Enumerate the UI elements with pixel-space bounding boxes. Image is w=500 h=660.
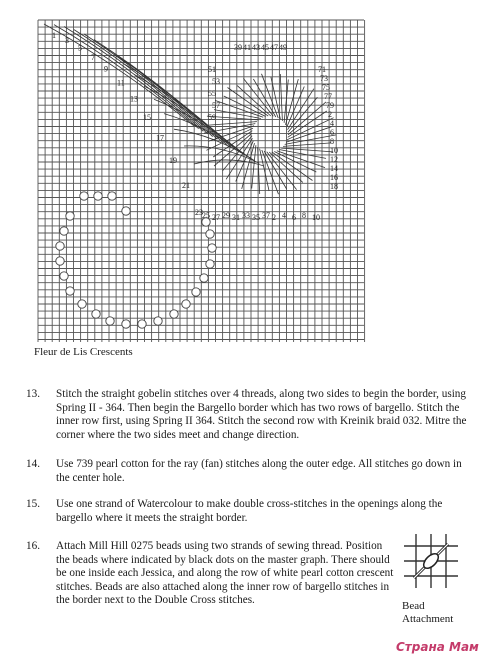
stitch-number-label: 59 (208, 113, 216, 122)
stitch-number-label: 45 (261, 43, 269, 52)
stitch-number-label: 10 (312, 213, 320, 222)
stitch-number-label: 33 (242, 211, 250, 220)
stitch-number-label: 71 (318, 65, 326, 74)
stitch-number-label: 73 (320, 74, 328, 83)
bead-caption-line1: Bead (402, 600, 425, 612)
stitch-number-label: 9 (104, 64, 108, 74)
stitch-number-label: 39 (234, 43, 242, 52)
stitch-number-label: 35 (252, 213, 260, 222)
stitch-number-label: 11 (117, 78, 125, 88)
step-number: 14. (26, 458, 40, 470)
stitch-number-label: 14 (330, 164, 338, 173)
stitch-number-label: 37 (262, 211, 270, 220)
stitch-number-label: 4 (282, 211, 286, 220)
stitch-number-label: 5 (78, 43, 82, 53)
stitch-number-label: 2 (328, 110, 332, 119)
stitch-number-label: 19 (169, 156, 177, 166)
stitch-number-label: 4 (330, 119, 334, 128)
step-number: 16. (26, 540, 40, 552)
stitch-number-label: 8 (330, 137, 334, 146)
bead-caption-line2: Attachment (402, 613, 454, 625)
stitch-number-label: 12 (330, 155, 338, 164)
watermark-logo: Страна Мам (396, 640, 479, 654)
canvas-grid-diagram (34, 16, 368, 346)
stitch-number-label: 16 (330, 173, 338, 182)
stitch-number-label: 1 (52, 31, 56, 40)
stitch-diagram (34, 16, 368, 346)
stitch-number-label: 25 (202, 211, 210, 220)
bead-caption (402, 600, 453, 626)
stitch-number-label: 21 (182, 181, 190, 190)
stitch-number-label: 47 (270, 43, 278, 52)
stitch-number-label: 27 (212, 213, 220, 222)
stitch-number-label: 18 (330, 182, 338, 191)
stitch-number-label: 3 (65, 36, 69, 46)
stitch-number-label: 57 (212, 101, 220, 110)
stitch-number-label: 41 (243, 43, 251, 52)
step-text: Attach Mill Hill 0275 beads using two strands of sewing thread. Position the beads where indicated by black dots on the master graph. There should be one inside each Jessica, and along the row of white pearl cotton crescent stitches. Beads are also attached along the inner row of bargello stitches in the border next to the Double Cross stitches. (56, 540, 394, 607)
stitch-number-label: 79 (326, 101, 334, 110)
stitch-number-label: 49 (279, 43, 287, 52)
stitch-number-label: 53 (212, 77, 220, 86)
stitch-number-label: 2 (272, 213, 276, 222)
stitch-number-label: 77 (324, 92, 332, 101)
stitch-number-label: 75 (322, 83, 330, 92)
stitch-number-label: 51 (208, 65, 216, 74)
step-number: 13. (26, 388, 40, 400)
step-number: 15. (26, 498, 40, 510)
stitch-number-label: 15 (143, 112, 151, 122)
stitch-number-label: 6 (330, 128, 334, 137)
stitch-number-label: 10 (330, 146, 338, 155)
stitch-number-label: 43 (252, 43, 260, 52)
step-text: Use one strand of Watercolour to make double cross-stitches in the openings along the bargello where it meets the straight border. (56, 498, 443, 524)
stitch-number-label: 8 (302, 211, 306, 220)
stitch-number-label: 23 (195, 208, 203, 218)
stitch-number-label: 13 (130, 94, 138, 104)
stitch-number-label: 55 (208, 89, 216, 98)
stitch-number-label: 29 (222, 211, 230, 220)
step-text: Use 739 pearl cotton for the ray (fan) stitches along the outer edge. All stitches go down in the center hole. (56, 458, 462, 484)
figure-caption: Fleur de Lis Crescents (34, 346, 133, 358)
step-text: Stitch the straight gobelin stitches over 4 threads, along two sides to begin the border, using Spring II - 364. Then begin the Bargello border which has two rows of bargello. Stitch the inner row first, using Spring II 364. Stitch the second row with Kreinik braid 032. Mitre the corner where the two sides meet and change direction. (56, 388, 467, 441)
stitch-number-label: 7 (91, 52, 95, 62)
stitch-number-label: 31 (232, 213, 240, 222)
bead-attachment-diagram (402, 532, 460, 590)
stitch-number-label: 6 (292, 213, 296, 222)
stitch-number-label: 17 (156, 133, 164, 143)
